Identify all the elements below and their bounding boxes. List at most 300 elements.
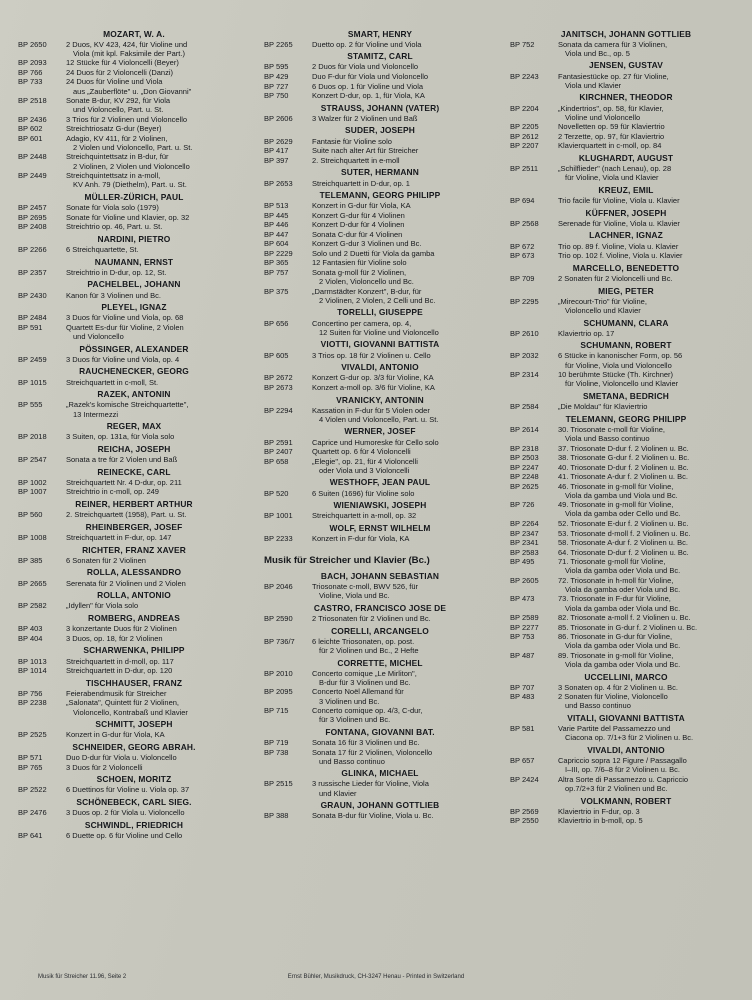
composer-heading: KREUZ, EMIL xyxy=(598,184,654,195)
catalog-entry xyxy=(264,201,496,210)
entry-description-line: Triosonate c-moll, BWV 526, für xyxy=(312,582,419,592)
entry-catalog-number: BP 2584 xyxy=(510,402,539,412)
entry-description xyxy=(556,538,742,547)
entry-description-line: 2 Terzette, op. 97, für Klaviertrio xyxy=(558,131,665,141)
entry-description xyxy=(556,807,742,816)
catalog-entry xyxy=(264,137,496,146)
entry-description-line: und Klavier xyxy=(319,788,357,798)
entry-description-line: Concerto comique „Le Mirliton", xyxy=(312,668,417,678)
catalog-entry xyxy=(510,613,742,622)
entry-catalog-number: BP 736/7 xyxy=(264,636,295,646)
entry-description xyxy=(64,533,250,542)
entry-description-line: „Salonata", Quintett für 2 Violinen, xyxy=(66,698,180,708)
entry-description-line: Konzert G-dur für 4 Violinen xyxy=(312,210,405,220)
catalog-entry xyxy=(264,373,496,382)
entry-description xyxy=(556,132,742,141)
entry-description-line: 3 Walzer für 2 Violinen und Baß xyxy=(312,113,418,123)
entry-catalog-number: BP 2032 xyxy=(510,351,539,361)
entry-description-line: Trio op. 89 f. Violine, Viola u. Klavier xyxy=(558,241,679,251)
entry-description-line: Viola da gamba oder Cello und Bc. xyxy=(565,509,681,519)
entry-description-line: „Elegie", op. 21, für 4 Violoncelli xyxy=(312,456,418,466)
catalog-entry xyxy=(18,455,250,464)
entry-catalog-number: BP 375 xyxy=(264,286,289,296)
entry-catalog-number: BP 753 xyxy=(510,632,535,642)
entry-catalog-number: BP 694 xyxy=(510,196,535,205)
composer-heading: REINER, HERBERT ARTHUR xyxy=(75,499,193,510)
catalog-entry xyxy=(18,556,250,565)
entry-catalog-number: BP 2457 xyxy=(18,203,47,213)
entry-description-line: Streichquartett in D-dur, op. 120 xyxy=(66,666,173,676)
entry-description-line: 6 Duettinos für Violine u. Viola op. 37 xyxy=(66,785,190,795)
composer-heading: TELEMANN, GEORG PHILIPP xyxy=(565,413,687,424)
entry-description-line: Viola und Bc., op. 5 xyxy=(565,48,630,58)
composer-heading: FONTANA, GIOVANNI BAT. xyxy=(325,726,435,737)
entry-catalog-number: BP 719 xyxy=(264,737,289,747)
catalog-entry xyxy=(18,203,250,212)
entry-description-line: 13 Intermezzi xyxy=(73,409,119,419)
composer-heading: VITALI, GIOVANNI BATTISTA xyxy=(567,713,685,724)
entry-catalog-number: BP 726 xyxy=(510,500,535,510)
entry-catalog-number: BP 727 xyxy=(264,81,289,91)
catalog-entry xyxy=(18,171,250,189)
entry-description xyxy=(556,557,742,575)
entry-description-line: Streichquintettsatz in B-dur, für xyxy=(66,152,169,162)
catalog-entry xyxy=(510,651,742,669)
entry-catalog-number: BP 2407 xyxy=(264,447,293,457)
catalog-entry xyxy=(510,297,742,315)
composer-heading: STAMITZ, CARL xyxy=(347,51,413,62)
entry-catalog-number: BP 2525 xyxy=(18,730,47,740)
entry-description xyxy=(64,487,250,496)
entry-description xyxy=(556,651,742,669)
composer-heading: SCHUMANN, ROBERT xyxy=(580,340,672,351)
entry-catalog-number: BP 2591 xyxy=(264,437,293,447)
entry-catalog-number: BP 1001 xyxy=(264,511,293,521)
composer-heading: CORELLI, ARCANGELO xyxy=(331,625,429,636)
entry-description-line: Violoncello, Kontrabaß und Klavier xyxy=(73,707,188,717)
entry-description-line: Viola da gamba oder Viola und Bc. xyxy=(565,641,681,651)
entry-catalog-number: BP 513 xyxy=(264,201,289,211)
catalog-entry xyxy=(510,453,742,462)
entry-description xyxy=(64,115,250,124)
catalog-entry xyxy=(510,164,742,182)
catalog-entry xyxy=(264,146,496,155)
composer-heading: VRANICKY, ANTONIN xyxy=(336,394,424,405)
entry-description-line: aus „Zauberflöte" u. „Don Giovanni" xyxy=(73,86,192,96)
entry-catalog-number: BP 2614 xyxy=(510,424,539,434)
entry-catalog-number: BP 672 xyxy=(510,241,535,251)
entry-description xyxy=(64,556,250,565)
composer-heading: SUTER, HERMANN xyxy=(341,167,419,178)
entry-description-line: Trio op. 102 f. Violine, Viola u. Klavier xyxy=(558,251,683,261)
composer-heading: PLEYEL, IGNAZ xyxy=(101,302,167,313)
entry-description-line: Streichquintettsatz in a-moll, xyxy=(66,171,161,181)
entry-description-line: Concertino per camera, op. 4, xyxy=(312,318,412,328)
catalog-entry xyxy=(18,313,250,322)
composer-heading: RICHTER, FRANZ XAVER xyxy=(82,544,186,555)
entry-description-line: 12 Suiten für Violine und Violoncello xyxy=(319,327,439,337)
entry-description-line: Konzert in F-dur für Viola, KA xyxy=(312,534,410,544)
catalog-entry xyxy=(264,249,496,258)
entry-catalog-number: BP 756 xyxy=(18,688,43,698)
entry-description-line: 6 Stücke in kanonischer Form, op. 56 xyxy=(558,351,683,361)
catalog-entry xyxy=(510,807,742,816)
entry-description xyxy=(310,146,496,155)
entry-description xyxy=(556,425,742,443)
catalog-entry xyxy=(264,637,496,655)
catalog-entry xyxy=(264,287,496,305)
entry-catalog-number: BP 2606 xyxy=(264,113,293,123)
entry-description xyxy=(310,614,496,623)
entry-description xyxy=(64,763,250,772)
entry-description xyxy=(556,453,742,462)
footer-left-text: Musik für Streicher 11.96, Seite 2 xyxy=(38,974,127,980)
entry-catalog-number: BP 766 xyxy=(18,67,43,77)
composer-heading: RAUCHENECKER, GEORG xyxy=(79,366,189,377)
entry-catalog-number: BP 2605 xyxy=(510,575,539,585)
entry-catalog-number: BP 591 xyxy=(18,322,43,332)
catalog-entry xyxy=(18,831,250,840)
entry-description-line: 3 Violinen und Bc. xyxy=(319,696,380,706)
entry-description-line: 3 Duos für Violine und Viola, op. 4 xyxy=(66,354,180,364)
entry-catalog-number: BP 709 xyxy=(510,273,535,283)
catalog-entry xyxy=(510,557,742,575)
composer-heading: SMART, HENRY xyxy=(347,28,413,39)
entry-description xyxy=(556,500,742,518)
entry-catalog-number: BP 2318 xyxy=(510,443,539,453)
catalog-entry xyxy=(264,779,496,797)
entry-description-line: Novelletten op. 59 für Klaviertrio xyxy=(558,122,665,132)
catalog-entry xyxy=(510,538,742,547)
entry-description-line: Kassation in F-dur für 5 Violen oder xyxy=(312,405,430,415)
entry-catalog-number: BP 2294 xyxy=(264,405,293,415)
entry-description xyxy=(310,239,496,248)
entry-catalog-number: BP 602 xyxy=(18,124,43,134)
entry-catalog-number: BP 715 xyxy=(264,706,289,716)
entry-description-line: Streichtrio in D-dur, op. 12, St. xyxy=(66,267,167,277)
entry-description-line: Serenata für 2 Violinen und 2 Violen xyxy=(66,578,186,588)
entry-description xyxy=(556,623,742,632)
entry-catalog-number: BP 446 xyxy=(264,220,289,230)
entry-description xyxy=(310,220,496,229)
catalog-entry xyxy=(264,748,496,766)
entry-description-line: Capriccio sopra 12 Figure / Passagallo xyxy=(558,756,687,766)
catalog-entry xyxy=(18,222,250,231)
entry-description-line: 53. Triosonate d-moll f. 2 Violinen u. Bc. xyxy=(558,528,691,538)
entry-catalog-number: BP 752 xyxy=(510,39,535,49)
catalog-entry xyxy=(18,698,250,716)
entry-catalog-number: BP 2612 xyxy=(510,131,539,141)
catalog-entry xyxy=(18,533,250,542)
entry-description xyxy=(556,122,742,131)
entry-description xyxy=(310,457,496,475)
catalog-entry xyxy=(510,444,742,453)
entry-description xyxy=(64,785,250,794)
composer-heading: ROMBERG, ANDREAS xyxy=(88,613,180,624)
entry-description-line: 2 Sonaten für Violine, Violoncello xyxy=(558,692,668,702)
entry-description-line: Streichquartett in F-dur, op. 147 xyxy=(66,533,172,543)
entry-description-line: 2 Violinen, 2 Violen, 2 Celli und Bc. xyxy=(319,295,436,305)
catalog-entry xyxy=(264,230,496,239)
entry-description xyxy=(64,510,250,519)
catalog-entry xyxy=(510,196,742,205)
page-footer xyxy=(0,974,752,988)
entry-catalog-number: BP 447 xyxy=(264,229,289,239)
composer-heading: GRAUN, JOHANN GOTTLIEB xyxy=(320,800,440,811)
entry-catalog-number: BP 2046 xyxy=(264,582,293,592)
entry-description xyxy=(310,114,496,123)
entry-description xyxy=(310,669,496,687)
entry-catalog-number: BP 2484 xyxy=(18,313,47,323)
entry-description xyxy=(310,201,496,210)
entry-description xyxy=(310,811,496,820)
composer-heading: SCHÖNEBECK, CARL SIEG. xyxy=(76,797,192,808)
composer-heading: SCHARWENKA, PHILIPP xyxy=(83,645,185,656)
entry-catalog-number: BP 1007 xyxy=(18,487,47,497)
entry-description-line: 3 konzertante Duos für 2 Violinen xyxy=(66,624,177,634)
composer-heading: GLINKA, MICHAEL xyxy=(341,768,419,779)
composer-heading: VIOTTI, GIOVANNI BATTISTA xyxy=(320,339,440,350)
catalog-entry xyxy=(264,534,496,543)
entry-description-line: Sonata 16 für 3 Violinen und Bc. xyxy=(312,737,420,747)
entry-description xyxy=(310,268,496,286)
entry-description xyxy=(64,624,250,633)
entry-description xyxy=(64,124,250,133)
catalog-entry xyxy=(510,775,742,793)
entry-catalog-number: BP 2357 xyxy=(18,267,47,277)
entry-description xyxy=(64,134,250,152)
entry-description xyxy=(556,402,742,411)
entry-catalog-number: BP 2229 xyxy=(264,248,293,258)
entry-description-line: 3 Duos für Violine und Viola, op. 68 xyxy=(66,313,184,323)
catalog-entry xyxy=(264,156,496,165)
entry-catalog-number: BP 2265 xyxy=(264,39,293,49)
entry-description xyxy=(556,242,742,251)
composer-heading: ROLLA, ALESSANDRO xyxy=(86,567,182,578)
composer-heading: MIEG, PETER xyxy=(598,285,654,296)
composer-heading: PACHELBEL, JOHANN xyxy=(87,279,181,290)
entry-description xyxy=(310,40,496,49)
entry-description-line: Streichquartett Nr. 4 D-dur, op. 211 xyxy=(66,477,182,487)
catalog-entry xyxy=(510,623,742,632)
entry-description-line: 6 Streichquartette, St. xyxy=(66,244,139,254)
catalog-entry xyxy=(264,614,496,623)
entry-description xyxy=(310,249,496,258)
entry-catalog-number: BP 473 xyxy=(510,594,535,604)
catalog-entry xyxy=(510,500,742,518)
entry-description xyxy=(310,534,496,543)
entry-description-line: 2. Streichquartett in e-moll xyxy=(312,155,400,165)
entry-description-line: Streichquartett in d-moll, op. 117 xyxy=(66,656,174,666)
catalog-entry xyxy=(264,91,496,100)
composer-heading: RAZEK, ANTONIN xyxy=(97,389,171,400)
entry-description xyxy=(64,323,250,341)
entry-catalog-number: BP 2266 xyxy=(18,244,47,254)
entry-description xyxy=(310,91,496,100)
catalog-entry xyxy=(510,329,742,338)
entry-description-line: Streichquartett in c-moll, St. xyxy=(66,377,159,387)
entry-description-line: 10 berühmte Stücke (Th. Kirchner) xyxy=(558,370,674,380)
catalog-entry xyxy=(18,400,250,418)
entry-description-line: 2 Violen und Violoncello, Part. u. St. xyxy=(73,142,193,152)
entry-description xyxy=(310,779,496,797)
catalog-entry xyxy=(510,351,742,369)
entry-description-line: 2. Streichquartett (1958), Part. u. St. xyxy=(66,510,187,520)
entry-description-line: Fantasiestücke op. 27 für Violine, xyxy=(558,71,669,81)
entry-description-line: und Violoncello, Part. u. St. xyxy=(73,105,164,115)
catalog-entry xyxy=(18,124,250,133)
composer-heading: REICHA, JOSEPH xyxy=(97,443,171,454)
composer-heading: PÖSSINGER, ALEXANDER xyxy=(79,343,189,354)
entry-description-line: für Violine, Viola und Violoncello xyxy=(565,360,672,370)
entry-description xyxy=(310,258,496,267)
entry-description-line: KV Anh. 79 (Diethelm), Part. u. St. xyxy=(73,180,187,190)
catalog-entry xyxy=(18,432,250,441)
entry-description-line: Klaviertrio in b-moll, op. 5 xyxy=(558,816,643,826)
entry-catalog-number: BP 2243 xyxy=(510,71,539,81)
entry-description xyxy=(556,251,742,260)
entry-catalog-number: BP 2522 xyxy=(18,785,47,795)
entry-catalog-number: BP 2264 xyxy=(510,519,539,528)
entry-catalog-number: BP 2010 xyxy=(264,668,293,678)
entry-catalog-number: BP 757 xyxy=(264,268,289,278)
entry-catalog-number: BP 1013 xyxy=(18,656,47,666)
entry-catalog-number: BP 605 xyxy=(264,350,289,360)
entry-description xyxy=(64,455,250,464)
entry-description-line: 6 Duos op. 1 für Violine und Viola xyxy=(312,81,424,91)
entry-catalog-number: BP 429 xyxy=(264,71,289,81)
entry-description xyxy=(556,297,742,315)
catalog-entry xyxy=(264,406,496,424)
entry-catalog-number: BP 403 xyxy=(18,624,43,634)
entry-description xyxy=(64,432,250,441)
entry-description-line: 6 Suiten (1696) für Violine solo xyxy=(312,488,415,498)
entry-catalog-number: BP 2590 xyxy=(264,613,293,623)
catalog-entry xyxy=(510,472,742,481)
entry-catalog-number: BP 2093 xyxy=(18,58,47,68)
entry-description-line: „Die Moldau" für Klaviertrio xyxy=(558,402,648,412)
entry-catalog-number: BP 581 xyxy=(510,724,535,734)
entry-description xyxy=(556,72,742,90)
entry-catalog-number: BP 595 xyxy=(264,62,289,72)
entry-description-line: 2 Violen, Violoncello und Bc. xyxy=(319,277,414,287)
catalog-entry xyxy=(510,219,742,228)
entry-description xyxy=(64,400,250,418)
composer-heading: TELEMANN, GEORG PHILIPP xyxy=(319,190,441,201)
entry-description-line: 2 Triosonaten für 2 Violinen und Bc. xyxy=(312,613,431,623)
catalog-entry xyxy=(264,351,496,360)
entry-description-line: Klavierquartett in c-moll, op. 84 xyxy=(558,141,662,151)
entry-catalog-number: BP 2207 xyxy=(510,141,539,151)
composer-heading: SUDER, JOSEPH xyxy=(345,125,415,136)
entry-catalog-number: BP 657 xyxy=(510,756,535,766)
catalog-entry xyxy=(510,756,742,774)
catalog-entry xyxy=(510,519,742,528)
entry-description-line: für 2 Violinen und Bc., 2 Hefte xyxy=(319,645,419,655)
entry-description-line: 2 Duos für Viola und Violoncello xyxy=(312,62,419,72)
entry-description-line: Sonata 17 für 2 Violinen, Violoncello xyxy=(312,747,433,757)
entry-description-line: „Idyllen" für Viola solo xyxy=(66,601,139,611)
entry-description-line: 30. Triosonate c-moll für Violine, xyxy=(558,424,665,434)
entry-description xyxy=(64,68,250,77)
composer-heading: LACHNER, IGNAZ xyxy=(589,230,663,241)
entry-description xyxy=(310,287,496,305)
composer-heading: REGER, MAX xyxy=(106,421,162,432)
entry-description-line: „Schilflieder" (nach Lenau), op. 28 xyxy=(558,164,672,174)
entry-description-line: Duetto op. 2 für Violine und Viola xyxy=(312,39,422,49)
entry-catalog-number: BP 2314 xyxy=(510,370,539,380)
catalog-entry xyxy=(18,579,250,588)
catalog-entry xyxy=(18,808,250,817)
catalog-entry xyxy=(264,239,496,248)
entry-description-line: 6 leichte Triosonaten, op. post. xyxy=(312,636,415,646)
catalog-entry xyxy=(264,268,496,286)
entry-description-line: Konzert G-dur 3 Violinen und Bc. xyxy=(312,239,422,249)
entry-description-line: Duo F-dur für Viola und Violoncello xyxy=(312,71,429,81)
entry-description xyxy=(64,831,250,840)
entry-description-line: Viola und Klavier xyxy=(565,80,622,90)
catalog-entry xyxy=(510,251,742,260)
catalog-entry xyxy=(18,753,250,762)
entry-description xyxy=(310,137,496,146)
catalog-entry xyxy=(18,323,250,341)
entry-description-line: Concerto comique op. 4/3, C-dur, xyxy=(312,706,423,716)
entry-catalog-number: BP 750 xyxy=(264,91,289,101)
catalog-entry xyxy=(18,601,250,610)
catalog-entry xyxy=(18,152,250,170)
entry-description-line: 6 Duette op. 6 für Violine und Cello xyxy=(66,831,183,841)
entry-description-line: für Violine, Viola und Klavier xyxy=(565,173,659,183)
entry-description xyxy=(556,613,742,622)
entry-description-line: „Razek's komische Streichquartette", xyxy=(66,400,189,410)
entry-catalog-number: BP 2672 xyxy=(264,373,293,383)
entry-description xyxy=(556,351,742,369)
entry-description xyxy=(310,582,496,600)
entry-description xyxy=(556,816,742,825)
catalog-entry xyxy=(510,72,742,90)
entry-description xyxy=(64,245,250,254)
entry-catalog-number: BP 571 xyxy=(18,753,43,763)
entry-description xyxy=(64,213,250,222)
entry-description xyxy=(64,40,250,58)
entry-description-line: 2 Violinen, 2 Violen und Violoncello xyxy=(73,161,190,171)
composer-heading: SCHWINDL, FRIEDRICH xyxy=(84,819,184,830)
entry-description xyxy=(556,482,742,500)
entry-description-line: Suite nach alter Art für Streicher xyxy=(312,146,419,156)
entry-description xyxy=(556,164,742,182)
entry-description-line: Solo und 2 Duetti für Viola da gamba xyxy=(312,248,435,258)
entry-description xyxy=(556,683,742,692)
catalog-entry xyxy=(18,478,250,487)
entry-description-line: 24 Duos für Violine und Viola xyxy=(66,77,163,87)
entry-description-line: und Basso continuo xyxy=(319,756,385,766)
entry-catalog-number: BP 656 xyxy=(264,318,289,328)
entry-description-line: für Violine, Violoncello und Klavier xyxy=(565,379,679,389)
entry-description-line: Viola da gamba oder Viola und Bc. xyxy=(565,660,681,670)
entry-catalog-number: BP 1008 xyxy=(18,533,47,543)
entry-description-line: Konzert a-moll op. 3/6 für Violine, KA xyxy=(312,382,435,392)
entry-description-line: 2 Sonaten für 2 Violoncelli und Bc. xyxy=(558,273,673,283)
entry-description xyxy=(310,351,496,360)
entry-description xyxy=(64,689,250,698)
entry-catalog-number: BP 2665 xyxy=(18,578,47,588)
entry-description xyxy=(64,291,250,300)
entry-catalog-number: BP 2653 xyxy=(264,178,293,188)
entry-description-line: für 3 Violinen und Bc. xyxy=(319,715,391,725)
entry-description-line: Trio facile für Violine, Viola u. Klavier xyxy=(558,196,680,205)
catalog-entry xyxy=(18,58,250,67)
entry-description xyxy=(556,519,742,528)
